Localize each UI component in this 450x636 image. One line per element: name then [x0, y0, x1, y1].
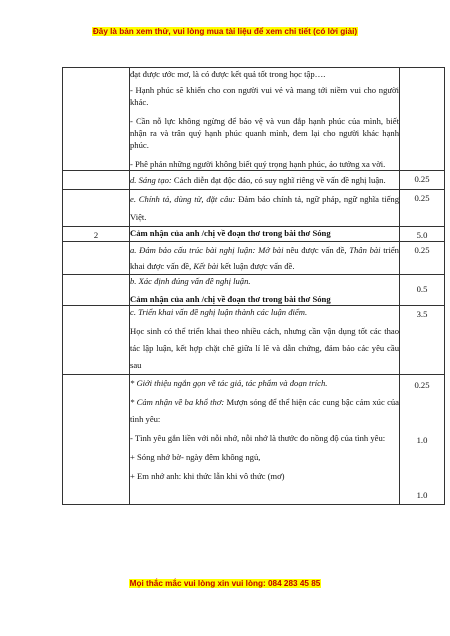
criterion-description: Cách diễn đạt độc đáo, có suy nghĩ riêng về vấn đề nghị luận. — [171, 175, 386, 185]
question-number-cell — [63, 171, 130, 190]
question-number-cell — [63, 275, 130, 306]
analysis-line: - Tình yêu gắn liền với nỗi nhớ, nỗi nhớ là thước đo nồng độ của tình yêu: — [130, 433, 386, 443]
table-row — [63, 171, 445, 190]
question-number: 2 — [63, 227, 130, 242]
score-cell — [400, 68, 445, 171]
question-number-cell — [63, 242, 130, 275]
question-number-cell — [63, 68, 130, 171]
score-value: 3.5 — [400, 306, 445, 375]
term-mo-bai: Mở bài — [258, 245, 284, 255]
criterion-text — [130, 190, 399, 226]
score-value: 1.0 — [416, 490, 428, 500]
question-number-cell — [63, 190, 130, 227]
paragraph: - Cần nỗ lực không ngừng để bảo vệ và vun đắp hạnh phúc của mình, biết nhận ra và trân quý hạnh phúc quanh mình, đem lại cho người khác hạnh phúc. — [130, 116, 399, 150]
paragraph: đạt được ước mơ, là có được kết quả tốt trong học tập…. — [130, 69, 326, 79]
content-cell — [130, 171, 400, 190]
criterion-label: e. Chính tả, dùng từ, đặt câu: — [130, 194, 236, 204]
criterion-description: Đảm bảo chính tả, ngữ pháp, ngữ nghĩa tiếng Việt. — [130, 194, 399, 222]
criterion-label: b. Xác định đúng vấn đề nghị luận. — [130, 276, 251, 286]
score-value: 0.25 — [400, 190, 445, 227]
table-row — [63, 190, 445, 227]
question-title: Cảm nhận của anh /chị về đoạn thơ trong bài thơ Sóng — [130, 227, 400, 242]
contact-banner-text: Mọi thắc mắc vui lòng xin vui lòng: 084 283 45 85 — [129, 579, 321, 588]
score-value: 0.25 — [414, 380, 430, 390]
term-ket-bai: Kết bài — [193, 261, 219, 271]
analysis-text: Mượn sóng để thể hiện các cung bậc cảm xúc của tình yêu: — [130, 397, 399, 424]
criterion-description: Học sinh có thể triển khai theo nhiều cách, nhưng cần vận dụng tốt các thao tác lập luận, kết hợp chặt chẽ giữa lí lẽ và dẫn chứng, đảm bảo các yêu cầu sau — [130, 326, 399, 370]
table-row — [63, 375, 445, 505]
table-row — [63, 227, 445, 242]
criterion-label: a. Đảm bảo cấu trúc bài nghị luận: — [130, 245, 256, 255]
table-row — [63, 306, 445, 375]
content-cell — [130, 275, 400, 306]
score-value: 0.5 — [400, 275, 445, 306]
text-segment: kết luận được vấn đề. — [218, 261, 295, 271]
contact-banner — [0, 579, 450, 588]
analysis-label: * Cảm nhận về ba khổ thơ: — [130, 397, 225, 407]
paragraph: - Phê phán những người không biết quý trọng hạnh phúc, ảo tưởng xa vời. — [130, 159, 386, 169]
question-number-cell — [63, 306, 130, 375]
analysis-line: + Sóng nhớ bờ- ngày đêm không ngủ, — [130, 452, 261, 462]
score-spacer — [400, 394, 444, 432]
score-value: 0.25 — [400, 242, 445, 275]
criterion-label: d. Sáng tạo: — [130, 175, 172, 185]
score-value: 5.0 — [400, 227, 445, 242]
score-value: 1.0 — [416, 435, 428, 445]
text-segment: nêu được vấn đề, — [283, 245, 350, 255]
content-cell — [130, 242, 400, 275]
score-spacer — [400, 449, 444, 487]
criterion-title: Cảm nhận của anh /chị về đoạn thơ trong bài thơ Sóng — [130, 294, 331, 304]
intro-line: * Giới thiệu ngắn gọn về tác giả, tác phẩm và đoạn trích. — [130, 378, 328, 388]
score-value: 0.25 — [400, 171, 445, 190]
content-cell — [130, 306, 400, 375]
content-cell — [130, 375, 400, 505]
grading-table — [62, 67, 445, 505]
content-cell — [130, 190, 400, 227]
criterion-label: c. Triển khai vấn đề nghị luận thành các luận điểm. — [130, 307, 308, 317]
criterion-text — [130, 171, 399, 189]
analysis-line — [130, 394, 399, 428]
question-number-cell — [63, 375, 130, 505]
preview-banner — [0, 27, 450, 36]
text-segment: triển khai được vấn đề, — [130, 245, 399, 271]
table-row — [63, 68, 445, 171]
paragraph: - Hạnh phúc sẽ khiến cho con người vui vẻ và mang tới niềm vui cho người khác. — [130, 85, 399, 107]
table-row — [63, 275, 445, 306]
score-cell — [400, 375, 445, 505]
criterion-text — [130, 242, 399, 274]
table-row — [63, 242, 445, 275]
analysis-line: + Em nhớ anh: khi thức lẫn khi vô thức (mơ) — [130, 471, 285, 481]
content-cell — [130, 68, 400, 171]
term-than-bai: Thân bài — [349, 245, 381, 255]
preview-banner-text: Đây là bản xem thử, vui lòng mua tài liệu để xem chi tiết (có lời giải) — [92, 27, 358, 36]
